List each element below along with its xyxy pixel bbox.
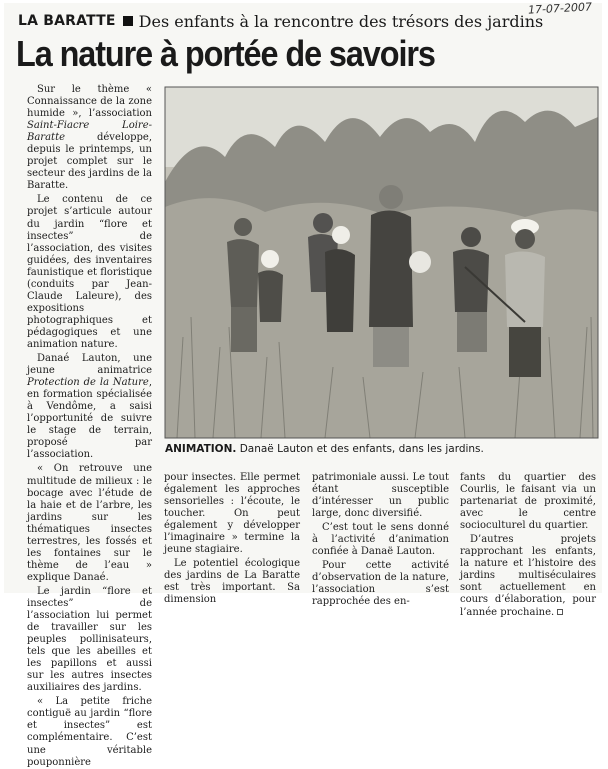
article-paragraph: Le potentiel écologique des jardins de La Baratte est très important. Sa dimension	[164, 558, 300, 606]
article-column-3	[312, 472, 449, 609]
photo-caption	[165, 443, 598, 455]
article-column-1	[27, 84, 152, 769]
article-paragraph: Danaé Lauton, une jeune animatrice Protection de la Nature, en formation spécialisée à Vendôme, a saisi l’opportunité de suivre le stage de terrain, proposé par l’association.	[27, 353, 152, 461]
article-paragraph: « On retrouve une multitude de milieux : le bocage avec l’étude de la haie et de l’arbre, les jardins sur les thématiques insectes terrestres, les fossés et les fontaines sur le thème de l’eau » explique Danaé.	[27, 463, 152, 583]
end-of-article-icon	[557, 609, 563, 615]
article-column-4	[460, 472, 596, 619]
article-column-2	[164, 472, 300, 607]
headline: La nature à portée de savoirs	[16, 33, 435, 74]
article-paragraph: Le jardin “flore et insectes” de l’association lui permet de travailler sur les peuples pollinisateurs, tels que les abeilles et les papillons et aussi sur les autres insectes auxiliaires des jardins.	[27, 585, 152, 694]
article-paragraph: pour insectes. Elle permet également les approches sensorielles : l’écoute, le toucher. On peut également y développer l’imaginaire » termine la jeune stagiaire.	[164, 472, 300, 556]
kicker	[18, 10, 543, 32]
kicker-subtitle: Des enfants à la rencontre des trésors des jardins	[138, 11, 544, 31]
article-paragraph: Sur le thème « Connaissance de la zone humide », l’association Saint-Fiacre Loire-Baratte développe, depuis le printemps, un projet complet sur le secteur des jardins de la Baratte.	[27, 84, 152, 192]
article-paragraph: Pour cette activité d’observation de la nature, l’association s’est rapprochée des en-	[312, 560, 449, 608]
square-bullet-icon	[123, 16, 133, 26]
article-paragraph: Le contenu de ce projet s’articule autour du jardin “flore et insectes” de l’association, des visites guidées, des inventaires faunistique et floristique (conduits par Jean-Claude Laleure), des expositions photographiques et pédagogiques et une animation nature.	[27, 194, 152, 350]
article-paragraph: patrimoniale aussi. Le tout étant susceptible d’intéresser un public large, donc diversifié.	[312, 472, 449, 520]
article-paragraph: « La petite friche contiguë au jardin “flore et insectes” est complémentaire. C’est une véritable pouponnière	[27, 696, 152, 768]
kicker-town: LA BARATTE	[18, 13, 116, 29]
article-paragraph: fants du quartier des Courlis, le faisant via un partenariat de proximité, avec le centre socioculturel du quartier.	[460, 472, 596, 532]
article-paragraph: C’est tout le sens donné à l’activité d’animation confiée à Danaë Lauton.	[312, 522, 449, 558]
photo-children-in-garden	[165, 87, 598, 438]
handwritten-date: 17-07-2007	[527, 0, 593, 17]
article-paragraph: D’autres projets rapprochant les enfants, la nature et l’histoire des jardins multiséculaires sont actuellement en cours d’élaboration, pour l’année prochaine.	[460, 534, 596, 618]
caption-lead: ANIMATION.	[165, 443, 237, 455]
caption-text: Danaë Lauton et des enfants, dans les jardins.	[239, 443, 484, 455]
